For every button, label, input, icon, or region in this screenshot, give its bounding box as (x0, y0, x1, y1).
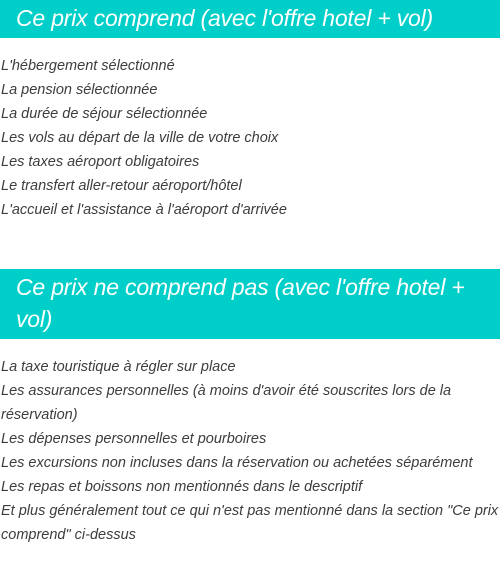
list-item: Le transfert aller-retour aéroport/hôtel (1, 178, 242, 194)
excluded-section (0, 269, 500, 547)
list-item: Les assurances personnelles (à moins d'avoir été souscrites lors de la réservation) (1, 383, 452, 423)
list-item: La pension sélectionnée (1, 82, 158, 98)
list-item: Les vols au départ de la ville de votre choix (1, 130, 279, 146)
excluded-list (0, 355, 500, 547)
list-item: Et plus généralement tout ce qui n'est pas mentionné dans la section "Ce prix comprend" ci-dessus (1, 503, 499, 543)
list-item: L'hébergement sélectionné (1, 58, 175, 74)
included-list (0, 54, 500, 222)
list-item: L'accueil et l'assistance à l'aéroport d'arrivée (1, 202, 287, 218)
included-heading: Ce prix comprend (avec l'offre hotel + vol) (0, 0, 500, 38)
list-item: La taxe touristique à régler sur place (1, 359, 236, 375)
list-item: Les dépenses personnelles et pourboires (1, 431, 267, 447)
excluded-heading: Ce prix ne comprend pas (avec l'offre hotel + vol) (0, 269, 500, 339)
list-item: Les taxes aéroport obligatoires (1, 154, 200, 170)
list-item: La durée de séjour sélectionnée (1, 106, 208, 122)
included-section (0, 0, 500, 222)
list-item: Les repas et boissons non mentionnés dans le descriptif (1, 479, 363, 495)
list-item: Les excursions non incluses dans la réservation ou achetées séparément (1, 455, 473, 471)
